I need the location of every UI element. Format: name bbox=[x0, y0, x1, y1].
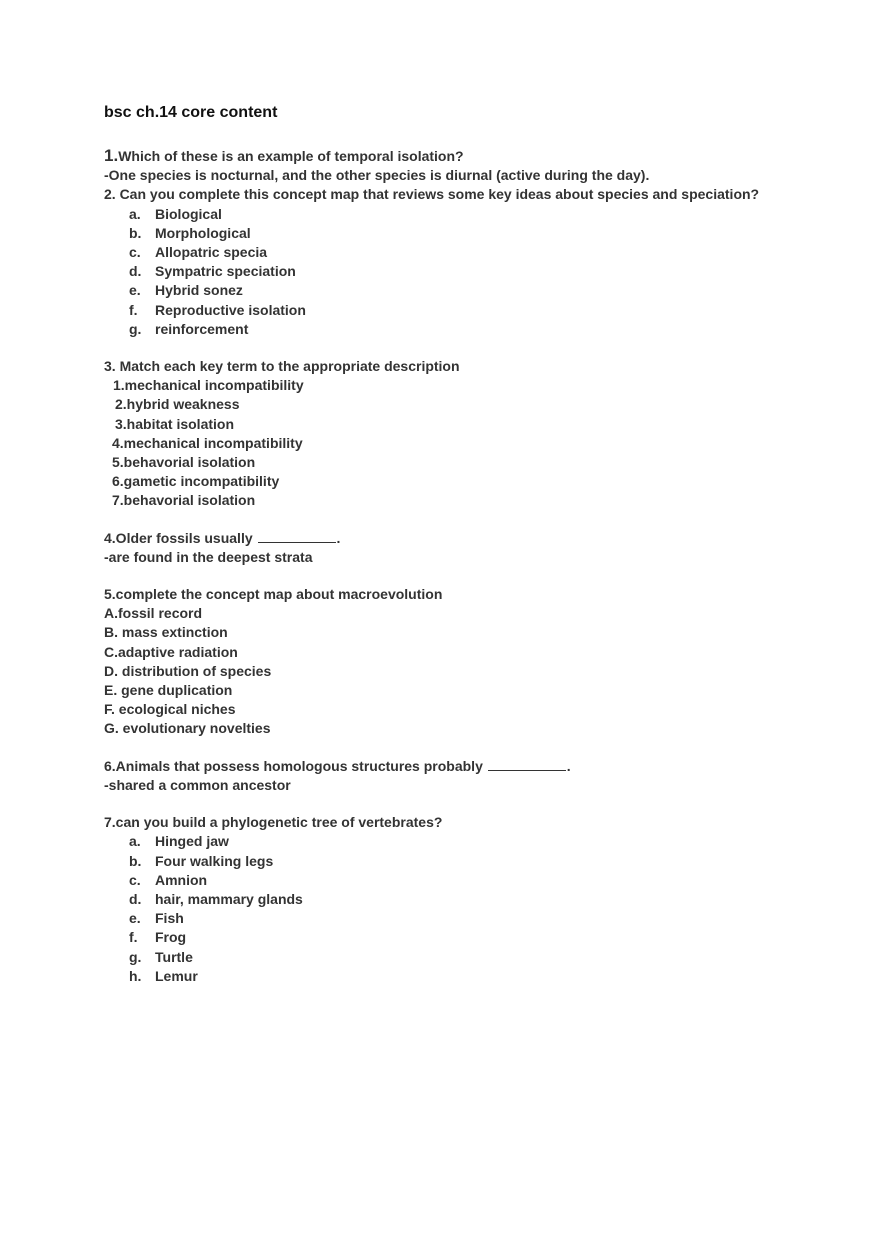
list-marker: f. bbox=[129, 301, 138, 318]
list-text: Biological bbox=[155, 205, 222, 222]
q5-question: 5.complete the concept map about macroevolution bbox=[104, 586, 443, 603]
list-marker: g. bbox=[129, 320, 142, 337]
list-item bbox=[104, 890, 804, 909]
list-item bbox=[104, 909, 804, 928]
list-marker: a. bbox=[129, 205, 141, 222]
list-marker: g. bbox=[129, 948, 142, 965]
list-item bbox=[104, 301, 804, 320]
q5-item: C.adaptive radiation bbox=[104, 643, 238, 660]
list-marker: h. bbox=[129, 967, 142, 984]
list-item bbox=[104, 281, 804, 300]
q3-item: 4.mechanical incompatibility bbox=[112, 434, 303, 451]
document-title: bsc ch.14 core content bbox=[104, 104, 278, 121]
q3-item: 5.behavorial isolation bbox=[112, 454, 256, 471]
list-marker: c. bbox=[129, 871, 141, 888]
list-item bbox=[104, 320, 804, 339]
answer-blank bbox=[258, 530, 336, 543]
list-marker: d. bbox=[129, 263, 142, 280]
list-item bbox=[104, 852, 804, 871]
list-item bbox=[104, 871, 804, 890]
q3-item: 6.gametic incompatibility bbox=[112, 473, 280, 490]
answer-blank bbox=[488, 758, 566, 771]
list-marker: e. bbox=[129, 282, 141, 299]
q3-question: 3. Match each key term to the appropriate description bbox=[104, 358, 460, 375]
q1-answer: -One species is nocturnal, and the other species is diurnal (active during the day). bbox=[104, 167, 650, 184]
list-item bbox=[104, 948, 804, 967]
document bbox=[104, 103, 804, 986]
list-item bbox=[104, 262, 804, 281]
list-text: Amnion bbox=[155, 871, 208, 888]
q5-item: D. distribution of species bbox=[104, 662, 272, 679]
q5-item: G. evolutionary novelties bbox=[104, 720, 271, 737]
list-text: Hinged jaw bbox=[155, 833, 229, 850]
q2-list bbox=[104, 205, 804, 339]
list-text: hair, mammary glands bbox=[155, 890, 303, 907]
list-text: reinforcement bbox=[155, 320, 249, 337]
q6-answer: -shared a common ancestor bbox=[104, 776, 291, 793]
list-item bbox=[104, 832, 804, 851]
q3-item: 7.behavorial isolation bbox=[112, 492, 256, 509]
q5-item: B. mass extinction bbox=[104, 624, 228, 641]
q5-item: A.fossil record bbox=[104, 605, 203, 622]
list-marker: a. bbox=[129, 833, 141, 850]
list-item bbox=[104, 205, 804, 224]
q6-end: . bbox=[566, 757, 571, 774]
q1-number: 1. bbox=[104, 146, 119, 165]
list-text: Frog bbox=[155, 929, 187, 946]
list-marker: b. bbox=[129, 224, 142, 241]
q3-item: 2.hybrid weakness bbox=[115, 396, 240, 413]
q3-item: 3.habitat isolation bbox=[115, 415, 235, 432]
list-text: Sympatric speciation bbox=[155, 263, 296, 280]
list-text: Reproductive isolation bbox=[155, 301, 306, 318]
list-item bbox=[104, 224, 804, 243]
q6-text: 6.Animals that possess homologous structures probably bbox=[104, 757, 483, 774]
q7-list bbox=[104, 832, 804, 986]
list-text: Morphological bbox=[155, 224, 251, 241]
q1-text: Which of these is an example of temporal isolation? bbox=[118, 148, 464, 164]
list-marker: e. bbox=[129, 910, 141, 927]
q7-question: 7.can you build a phylogenetic tree of vertebrates? bbox=[104, 814, 443, 831]
q2-question: 2. Can you complete this concept map that reviews some key ideas about species and speciation? bbox=[104, 186, 760, 203]
q4-end: . bbox=[336, 529, 341, 546]
list-item bbox=[104, 928, 804, 947]
list-marker: f. bbox=[129, 929, 138, 946]
q1-question bbox=[104, 146, 804, 166]
list-text: Hybrid sonez bbox=[155, 282, 243, 299]
list-item bbox=[104, 967, 804, 986]
q4-answer: -are found in the deepest strata bbox=[104, 548, 313, 565]
q5-item: E. gene duplication bbox=[104, 682, 233, 699]
q5-item: F. ecological niches bbox=[104, 701, 236, 718]
list-marker: b. bbox=[129, 852, 142, 869]
q3-item: 1.mechanical incompatibility bbox=[113, 377, 304, 394]
q4-question bbox=[104, 529, 804, 548]
list-item bbox=[104, 243, 804, 262]
list-text: Fish bbox=[155, 910, 184, 927]
list-text: Lemur bbox=[155, 967, 198, 984]
list-marker: c. bbox=[129, 244, 141, 261]
q4-text: 4.Older fossils usually bbox=[104, 529, 253, 546]
list-marker: d. bbox=[129, 890, 142, 907]
list-text: Turtle bbox=[155, 948, 193, 965]
list-text: Four walking legs bbox=[155, 852, 274, 869]
q6-question bbox=[104, 757, 804, 776]
list-text: Allopatric specia bbox=[155, 244, 268, 261]
